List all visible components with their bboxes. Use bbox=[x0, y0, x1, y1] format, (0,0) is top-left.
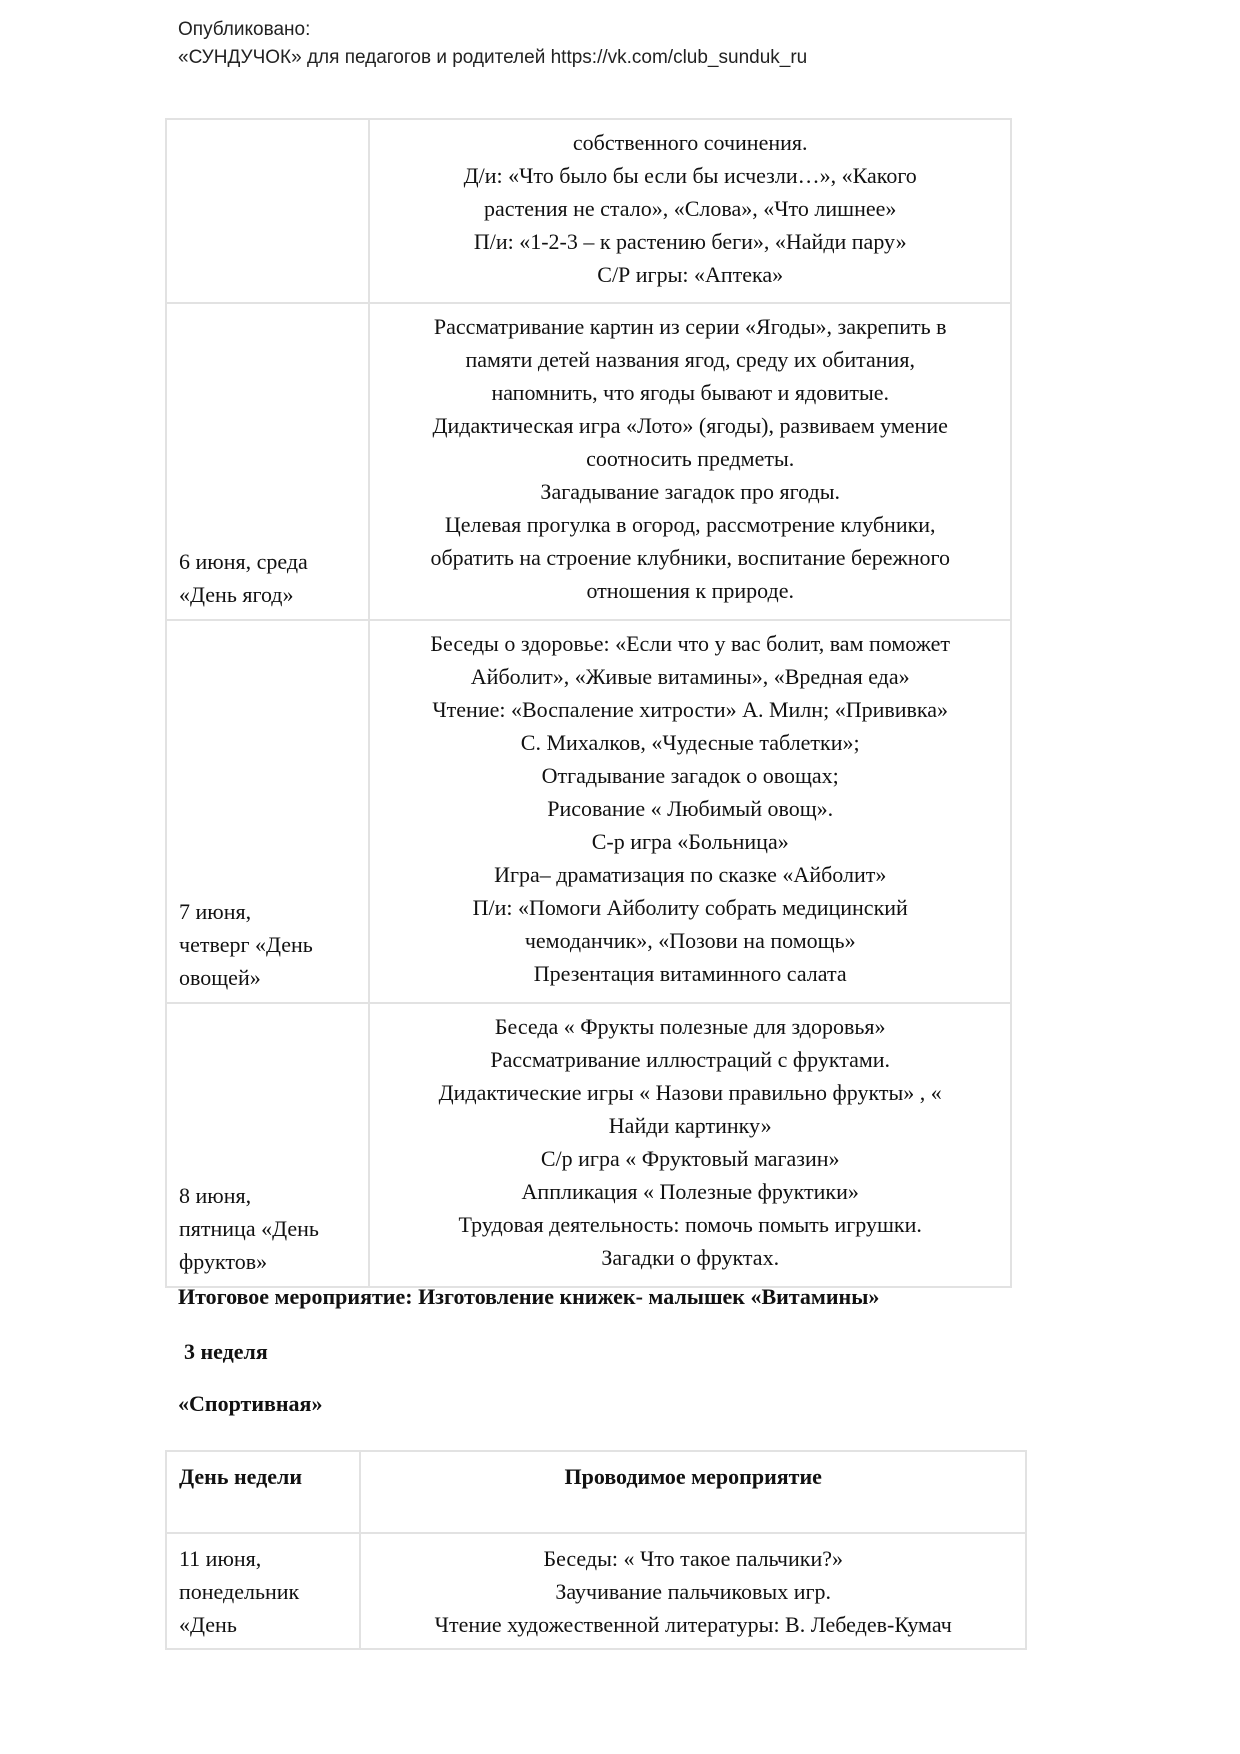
activity-line: Рассматривание картин из серии «Ягоды», закрепить в bbox=[433, 314, 947, 339]
activity-cell bbox=[369, 1003, 1011, 1287]
activity-cell bbox=[369, 620, 1011, 1003]
table-row bbox=[166, 303, 1011, 620]
day-line: «День bbox=[179, 1612, 237, 1637]
activity-line: Чтение: «Воспаление хитрости» А. Милн; «Прививка» bbox=[432, 697, 949, 722]
day-cell bbox=[166, 1533, 360, 1649]
activity-line: памяти детей названия ягод, среду их обитания, bbox=[465, 347, 915, 372]
schedule-table-week-2 bbox=[165, 118, 1012, 1288]
week-label: 3 неделя bbox=[184, 1339, 268, 1364]
final-event: Итоговое мероприятие: Изготовление книжек- малышек «Витамины» bbox=[178, 1284, 880, 1309]
activity-line: отношения к природе. bbox=[586, 578, 794, 603]
day-line: пятница «День bbox=[179, 1216, 319, 1241]
day-line: овощей» bbox=[179, 965, 261, 990]
activity-line: П/и: «1-2-3 – к растению беги», «Найди пару» bbox=[473, 229, 907, 254]
activity-line: Целевая прогулка в огород, рассмотрение клубники, bbox=[444, 512, 936, 537]
activity-line: Дидактические игры « Назови правильно фрукты» , « bbox=[438, 1080, 942, 1105]
activity-line: С/Р игры: «Аптека» bbox=[597, 262, 784, 287]
day-line: понедельник bbox=[179, 1579, 300, 1604]
day-line: фруктов» bbox=[179, 1249, 268, 1274]
table-row bbox=[166, 119, 1011, 303]
activity-line: чемоданчик», «Позови на помощь» bbox=[524, 928, 856, 953]
publication-source: «СУНДУЧОК» для педагогов и родителей https://vk.com/club_sunduk_ru bbox=[178, 47, 808, 68]
day-cell bbox=[166, 119, 369, 303]
activity-line: напомнить, что ягоды бывают и ядовитые. bbox=[491, 380, 889, 405]
publication-header bbox=[178, 16, 807, 72]
activity-line: Презентация витаминного салата bbox=[533, 961, 847, 986]
activity-cell bbox=[369, 119, 1011, 303]
column-header-activity: Проводимое мероприятие bbox=[360, 1451, 1026, 1533]
activity-line: соотносить предметы. bbox=[586, 446, 795, 471]
day-cell bbox=[166, 303, 369, 620]
activity-line: Д/и: «Что было бы если бы исчезли…», «Какого bbox=[463, 163, 917, 188]
activity-line: Беседы о здоровье: «Если что у вас болит, вам поможет bbox=[430, 631, 951, 656]
activity-line: Аппликация « Полезные фруктики» bbox=[521, 1179, 859, 1204]
column-header-day: День недели bbox=[166, 1451, 360, 1533]
day-line: «День ягод» bbox=[179, 582, 294, 607]
activity-line: Отгадывание загадок о овощах; bbox=[541, 763, 839, 788]
day-line: четверг «День bbox=[179, 932, 313, 957]
activity-line: Рисование « Любимый овощ». bbox=[547, 796, 834, 821]
activity-line: Загадки о фруктах. bbox=[601, 1245, 780, 1270]
activity-cell bbox=[360, 1533, 1026, 1649]
schedule-table-body bbox=[166, 119, 1011, 1287]
activity-line: П/и: «Помоги Айболиту собрать медицинский bbox=[472, 895, 908, 920]
table-header-row bbox=[166, 1451, 1026, 1533]
schedule-table-body bbox=[166, 1533, 1026, 1649]
activity-line: растения не стало», «Слова», «Что лишнее» bbox=[484, 196, 897, 221]
activity-line: Рассматривание иллюстраций с фруктами. bbox=[490, 1047, 891, 1072]
day-line: 7 июня, bbox=[179, 899, 252, 924]
day-line: 11 июня, bbox=[179, 1546, 262, 1571]
activity-line: С-р игра «Больница» bbox=[591, 829, 789, 854]
activity-line: обратить на строение клубники, воспитание бережного bbox=[430, 545, 950, 570]
activity-line: Айболит», «Живые витамины», «Вредная еда» bbox=[470, 664, 910, 689]
activity-line: Беседы: « Что такое пальчики?» bbox=[543, 1546, 843, 1571]
day-cell bbox=[166, 620, 369, 1003]
activity-line: Игра– драматизация по сказке «Айболит» bbox=[494, 862, 887, 887]
activity-line: Чтение художественной литературы: В. Лебедев-Кумач bbox=[434, 1612, 952, 1637]
activity-line: собственного сочинения. bbox=[572, 130, 808, 155]
activity-line: Найди картинку» bbox=[608, 1113, 772, 1138]
week-theme: «Спортивная» bbox=[178, 1391, 323, 1416]
activity-line: Загадывание загадок про ягоды. bbox=[540, 479, 840, 504]
activity-line: Беседа « Фрукты полезные для здоровья» bbox=[494, 1014, 886, 1039]
table-row bbox=[166, 620, 1011, 1003]
activity-line: Заучивание пальчиковых игр. bbox=[555, 1579, 832, 1604]
schedule-table-week-3 bbox=[165, 1450, 1027, 1650]
activity-cell bbox=[369, 303, 1011, 620]
activity-line: С/р игра « Фруктовый магазин» bbox=[540, 1146, 840, 1171]
table-row bbox=[166, 1003, 1011, 1287]
day-line: 8 июня, bbox=[179, 1183, 252, 1208]
activity-line: С. Михалков, «Чудесные таблетки»; bbox=[520, 730, 860, 755]
activity-line: Трудовая деятельность: помочь помыть игрушки. bbox=[458, 1212, 922, 1237]
activity-line: Дидактическая игра «Лото» (ягоды), развиваем умение bbox=[432, 413, 948, 438]
day-line: 6 июня, среда bbox=[179, 549, 308, 574]
published-label: Опубликовано: bbox=[178, 19, 311, 40]
table-row bbox=[166, 1533, 1026, 1649]
day-cell bbox=[166, 1003, 369, 1287]
